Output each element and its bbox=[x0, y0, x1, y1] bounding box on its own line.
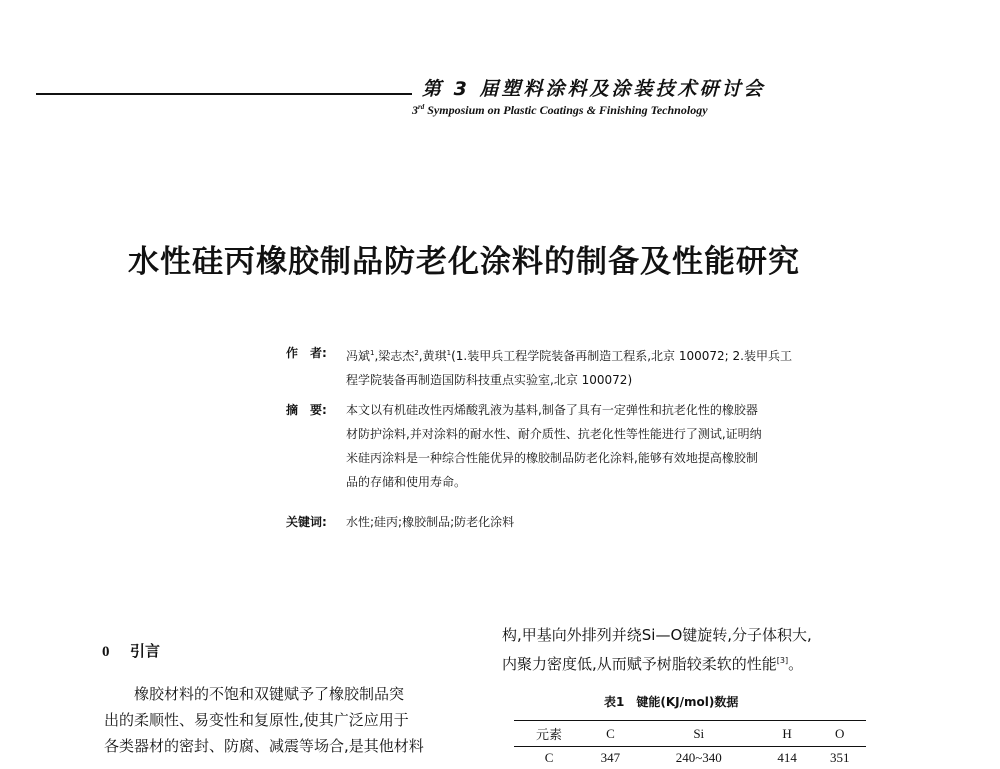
table-header-cell: Si bbox=[637, 721, 761, 747]
table-header-cell: H bbox=[761, 721, 814, 747]
conference-title-cn: 第 3 届塑料涂料及涂装技术研讨会 bbox=[422, 74, 765, 101]
conference-title-en: 3rd Symposium on Plastic Coatings & Finishing Technology bbox=[412, 103, 708, 118]
table-cell: 414 bbox=[761, 747, 814, 769]
intro-line: 橡胶材料的不饱和双键赋予了橡胶制品突 bbox=[104, 681, 424, 707]
table-cell: C bbox=[514, 747, 584, 769]
citation-ref: [3] bbox=[777, 656, 788, 665]
table-row bbox=[514, 747, 866, 769]
paper-title: 水性硅丙橡胶制品防老化涂料的制备及性能研究 bbox=[128, 236, 800, 281]
table-header-row bbox=[514, 721, 866, 747]
authors-text bbox=[346, 341, 886, 392]
table-header-cell: C bbox=[584, 721, 637, 747]
table-header-cell: O bbox=[813, 721, 866, 747]
table-cell: 351 bbox=[813, 747, 866, 769]
abstract-line: 米硅丙涂料是一种综合性能优异的橡胶制品防老化涂料,能够有效地提高橡胶制 bbox=[346, 446, 886, 470]
intro-line: 出的柔顺性、易变性和复原性,使其广泛应用于 bbox=[104, 707, 424, 733]
keywords-label: 关键词: bbox=[286, 510, 327, 534]
keywords-text: 水性;硅丙;橡胶制品;防老化涂料 bbox=[346, 510, 514, 534]
bond-energy-table bbox=[514, 720, 866, 769]
header-rule bbox=[36, 93, 412, 95]
intro-line: 各类器材的密封、防腐、减震等场合,是其他材料 bbox=[104, 733, 424, 759]
right-line: 构,甲基向外排列并绕Si—O键旋转,分子体积大, bbox=[502, 622, 812, 648]
abstract-label: 摘 要: bbox=[286, 398, 327, 422]
abstract-line: 本文以有机硅改性丙烯酸乳液为基料,制备了具有一定弹性和抗老化性的橡胶器 bbox=[346, 398, 886, 422]
table-header-cell: 元素 bbox=[514, 721, 584, 747]
section-heading bbox=[102, 640, 160, 661]
table-cell: 240~340 bbox=[637, 747, 761, 769]
authors-label: 作 者: bbox=[286, 341, 327, 365]
abstract-text bbox=[346, 398, 886, 494]
section-number: 0 bbox=[102, 644, 130, 661]
intro-paragraph bbox=[104, 681, 424, 759]
right-column-text bbox=[502, 622, 812, 677]
authors-line2: 程学院装备再制造国防科技重点实验室,北京 100072) bbox=[346, 368, 886, 392]
right-line: 内聚力密度低,从而赋予树脂较柔软的性能[3]。 bbox=[502, 648, 812, 677]
abstract-line: 材防护涂料,并对涂料的耐水性、耐介质性、抗老化性等性能进行了测试,证明纳 bbox=[346, 422, 886, 446]
authors-line1: 冯斌$^1$,梁志杰$^2$,黄琪$^1$(1.装甲兵工程学院装备再制造工程系,北京 100072; 2.装甲兵工 bbox=[346, 341, 886, 368]
abstract-line: 品的存储和使用寿命。 bbox=[346, 470, 886, 494]
section-title: 引言 bbox=[130, 642, 160, 660]
table-caption: 表1 键能(KJ/mol)数据 bbox=[604, 693, 738, 710]
table-cell: 347 bbox=[584, 747, 637, 769]
